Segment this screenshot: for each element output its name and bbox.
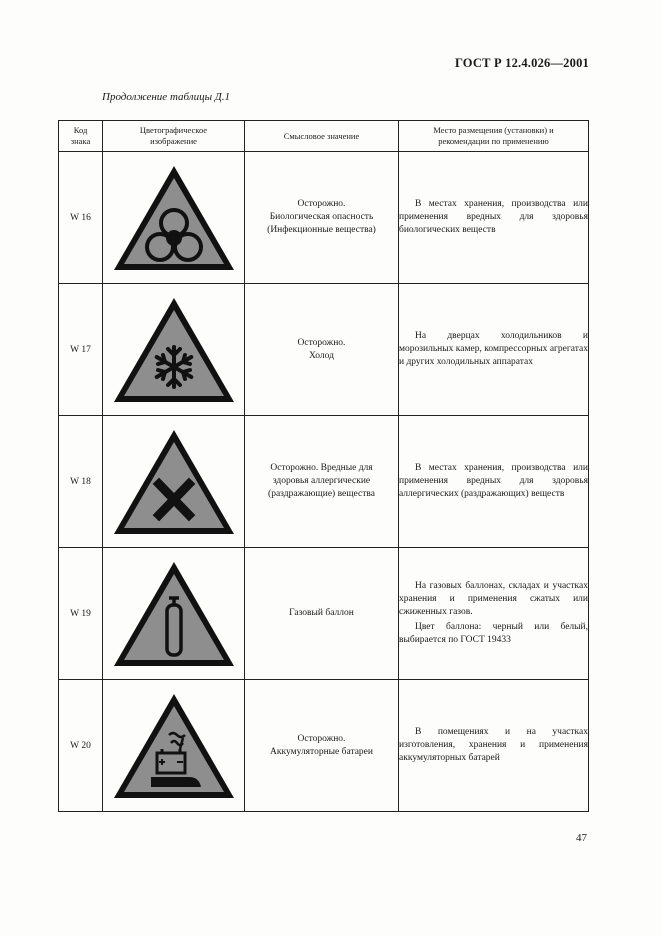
signs-table	[58, 120, 589, 812]
sign-image-cell	[103, 284, 245, 416]
table-row	[59, 152, 589, 284]
column-header-meaning: Смысловое значение	[245, 121, 399, 152]
snowflake-icon	[111, 295, 237, 405]
sign-placement	[399, 548, 589, 680]
table-row	[59, 548, 589, 680]
column-header-placement: Место размещения (установки) и рекомендации по применению	[399, 121, 589, 152]
table-header-row	[59, 121, 589, 152]
sign-meaning: Газовый баллон	[245, 548, 399, 680]
biohazard-icon	[111, 163, 237, 273]
table-row	[59, 680, 589, 812]
sign-placement: В помещениях и на участках изготовления, хранения и применения аккумуляторных батарей	[399, 680, 589, 812]
sign-placement: В местах хранения, производства или применения вредных для здоровья биологических веществ	[399, 152, 589, 284]
sign-meaning: Осторожно. Холод	[245, 284, 399, 416]
column-header-image: Цветографическое изображение	[103, 121, 245, 152]
sign-meaning: Осторожно. Вредные для здоровья аллергические (раздражающие) вещества	[245, 416, 399, 548]
sign-code: W 18	[59, 416, 103, 548]
table-caption: Продолжение таблицы Д.1	[102, 91, 231, 103]
sign-image-cell	[103, 548, 245, 680]
sign-image-cell	[103, 416, 245, 548]
table-row	[59, 416, 589, 548]
sign-code: W 17	[59, 284, 103, 416]
x-cross-icon	[111, 427, 237, 537]
battery-icon	[111, 691, 237, 801]
placement-text: На газовых баллонах, складах и участках хранения и применения сжатых или сжиженных газов.	[399, 581, 588, 618]
sign-image-cell	[103, 680, 245, 812]
sign-code: W 16	[59, 152, 103, 284]
standard-identifier: ГОСТ Р 12.4.026—2001	[454, 56, 589, 70]
placement-extra-text: Цвет баллона: черный или белый, выбирается по ГОСТ 19433	[399, 621, 588, 645]
sign-meaning: Осторожно. Аккумуляторные батареи	[245, 680, 399, 812]
sign-placement: На дверцах холодильников и морозильных камер, компрессорных агрегатах и других холодильных аппаратах	[399, 284, 589, 416]
sign-code: W 19	[59, 548, 103, 680]
sign-image-cell	[103, 152, 245, 284]
sign-placement: В местах хранения, производства или применения вредных для здоровья аллергических (раздражающих) веществ	[399, 416, 589, 548]
gas-cylinder-icon	[111, 559, 237, 669]
sign-meaning: Осторожно. Биологическая опасность (Инфекционные вещества)	[245, 152, 399, 284]
sign-code: W 20	[59, 680, 103, 812]
page-number: 47	[576, 832, 587, 844]
table-row	[59, 284, 589, 416]
column-header-code: Код знака	[59, 121, 103, 152]
